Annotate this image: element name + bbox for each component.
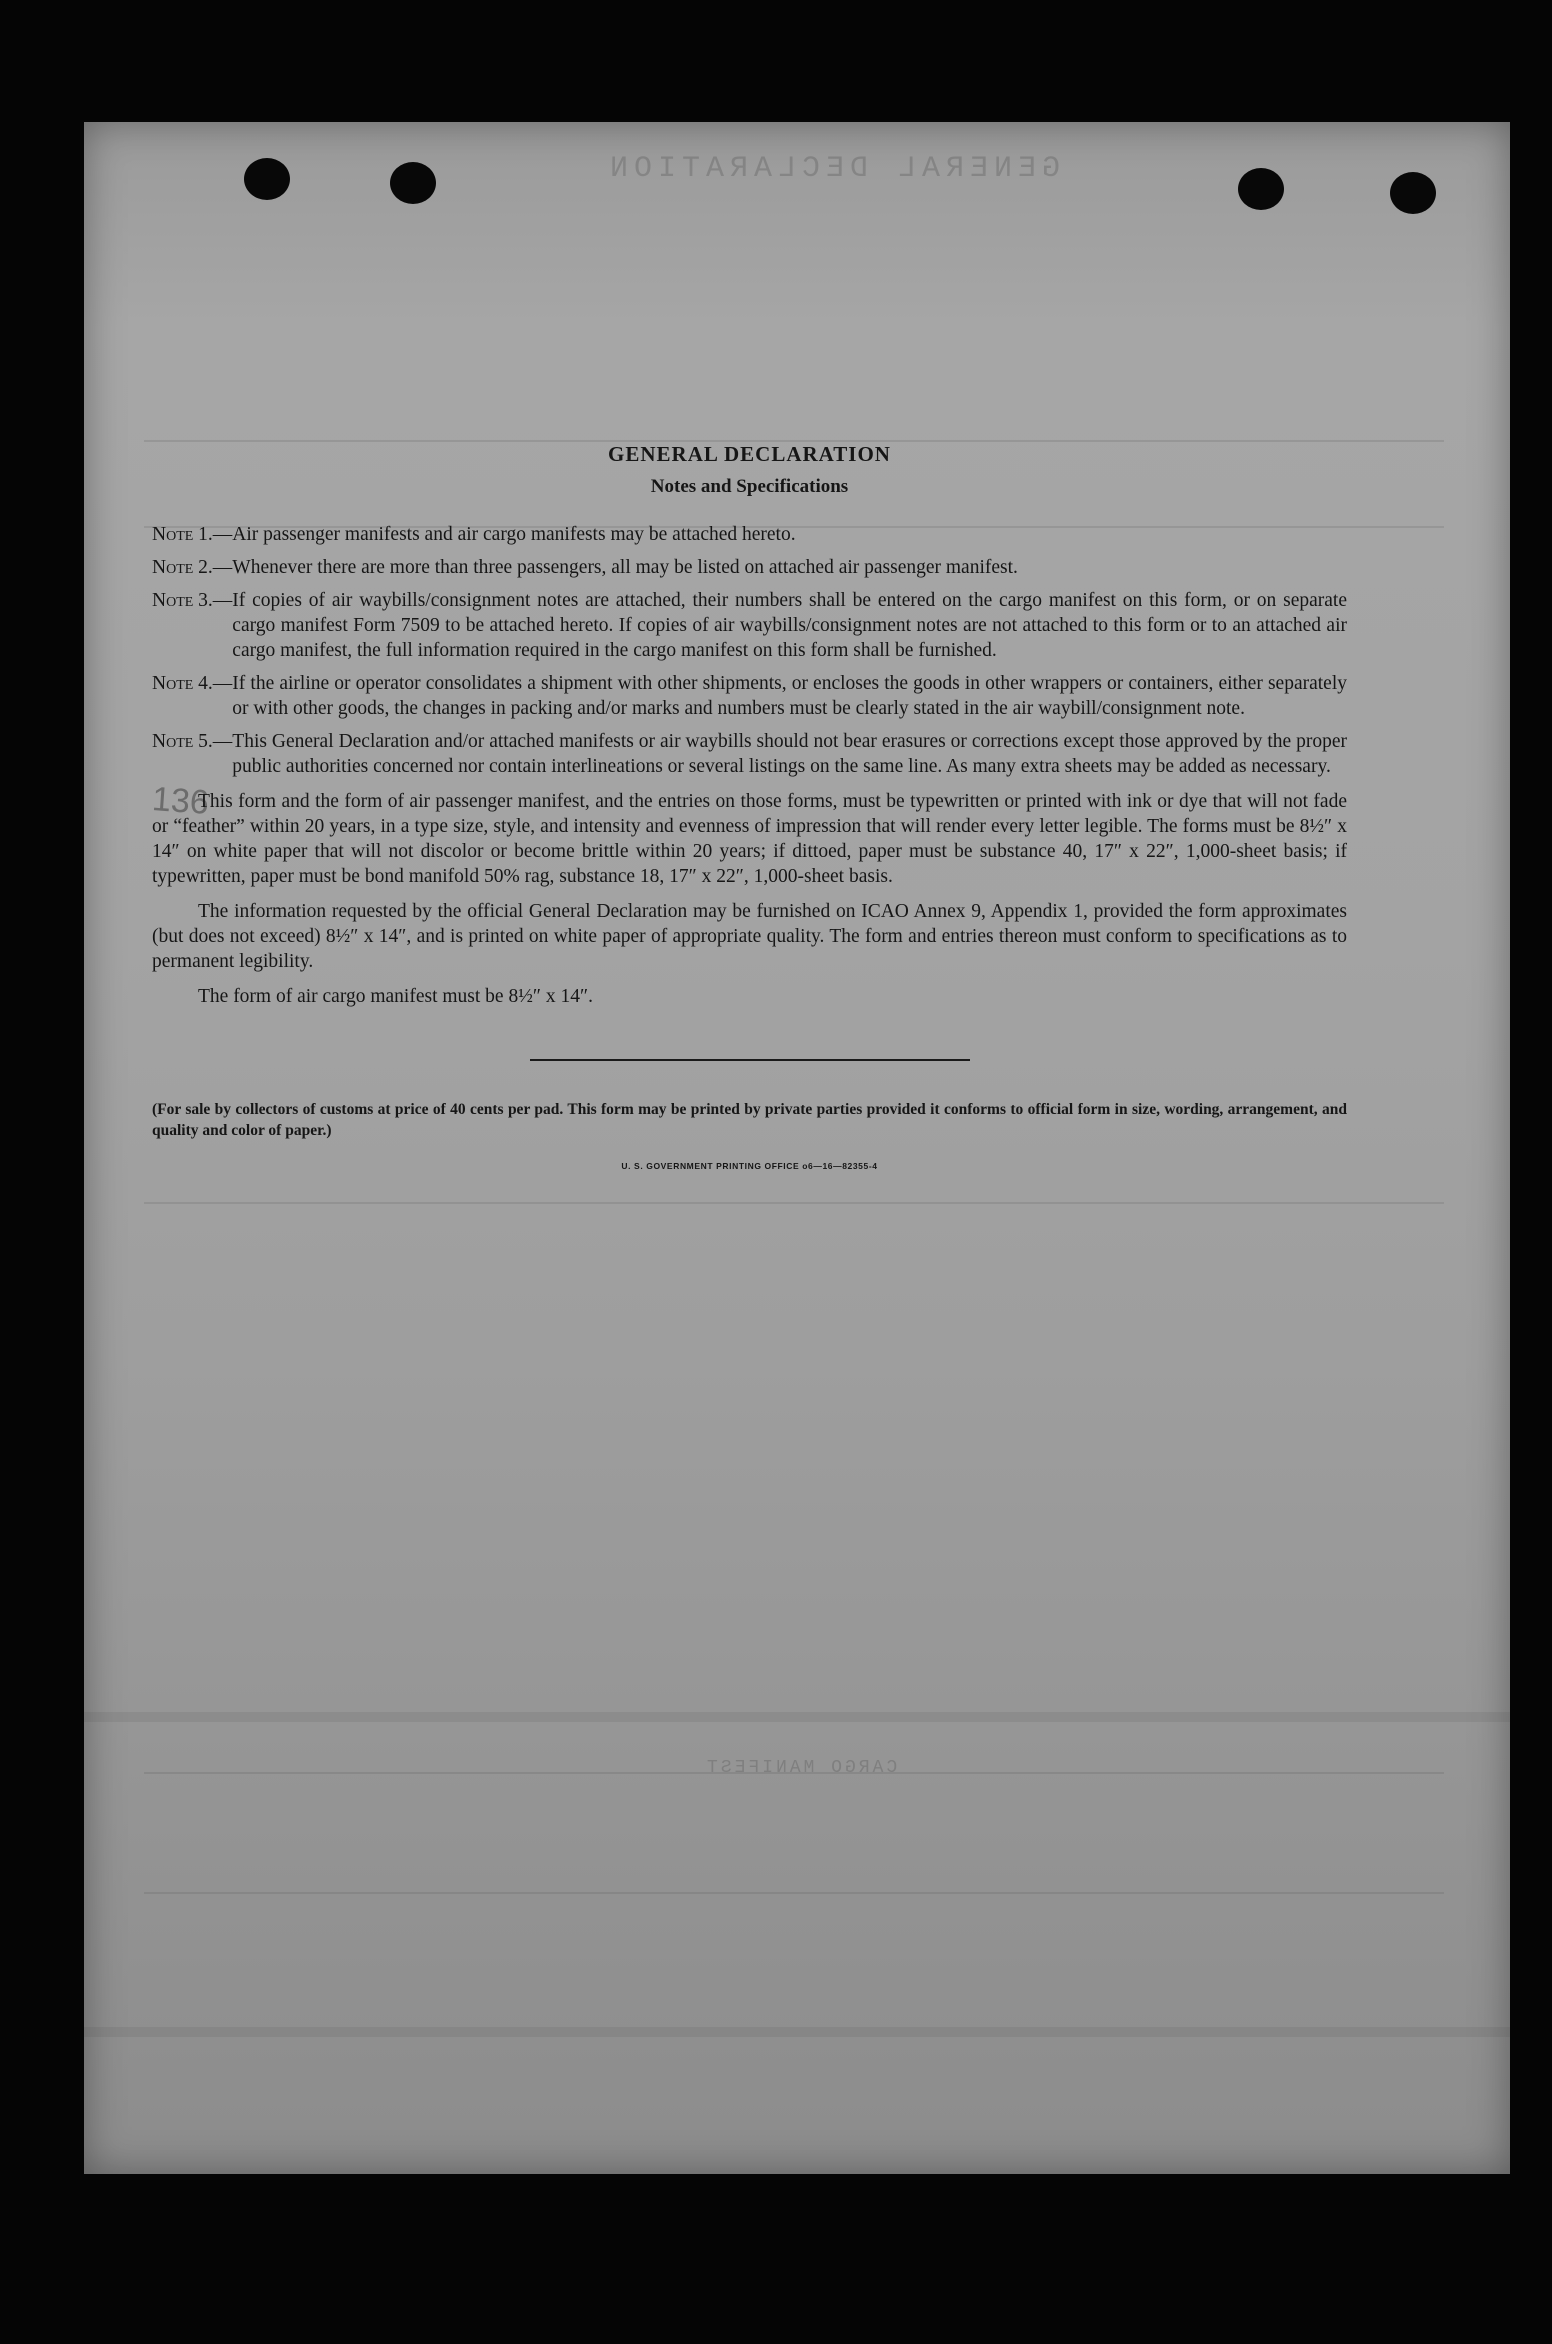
note-item bbox=[152, 522, 1347, 547]
showthrough-cargo-header: CARGO MANIFEST bbox=[704, 1758, 898, 1778]
note-text: This General Declaration and/or attached manifests or air waybills should not bear erasures or corrections except those approved by the proper public authorities concerned nor contain interlineations or several listings on the same line. As many extra sheets may be added as necessary. bbox=[232, 731, 1347, 777]
punch-hole bbox=[244, 158, 290, 200]
showthrough-line bbox=[144, 1892, 1444, 1894]
paragraph-specifications: This form and the form of air passenger manifest, and the entries on those forms, must be typewritten or printed with ink or dye that will not fade or “feather” within 20 years, in a type size, style, and intensity and evenness of impression that will render every letter legible. The forms must be 8½″ x 14″ on white paper that will not discolor or become brittle within 20 years; if dittoed, paper must be substance 40, 17″ x 22″, 1,000-sheet basis; if typewritten, paper must be bond manifold 50% rag, substance 18, 17″ x 22″, 1,000-sheet basis. bbox=[152, 791, 1347, 887]
note-item bbox=[152, 671, 1347, 721]
punch-hole bbox=[1390, 172, 1436, 214]
paragraph-cargo-size: The form of air cargo manifest must be 8½″ x 14″. bbox=[198, 986, 593, 1007]
note-text: Air passenger manifests and air cargo manifests may be attached hereto. bbox=[232, 524, 796, 545]
showthrough-line bbox=[144, 1772, 1444, 1774]
page-title: GENERAL DECLARATION bbox=[608, 442, 891, 466]
showthrough-band bbox=[84, 2027, 1510, 2037]
punch-hole bbox=[1238, 168, 1284, 210]
paragraph-icao: The information requested by the official General Declaration may be furnished on ICAO Annex 9, Appendix 1, provided the form approximates (but does not exceed) 8½″ x 14″, and is printed on white paper of appropriate quality. The form and entries thereon must conform to specifications as to permanent legibility. bbox=[152, 901, 1347, 972]
page-subtitle: Notes and Specifications bbox=[650, 476, 849, 497]
showthrough-header: GENERAL DECLARATION bbox=[604, 152, 1061, 186]
divider bbox=[530, 1059, 970, 1061]
punch-hole bbox=[390, 162, 436, 204]
showthrough-band bbox=[84, 1712, 1510, 1722]
handwritten-mark: 136 bbox=[150, 780, 211, 822]
note-text: If copies of air waybills/consignment notes are attached, their numbers shall be entered on the cargo manifest on this form, or on separate cargo manifest Form 7509 to be attached hereto. If copies of air waybills/consignment notes are not attached to this form or to an attached air cargo manifest, the full information required in the cargo manifest on this form shall be furnished. bbox=[232, 590, 1347, 661]
note-label: Note 1.— bbox=[152, 524, 233, 545]
note-text: If the airline or operator consolidates a shipment with other shipments, or encloses the goods in other wrappers or containers, either separately or with other goods, the changes in packing and/or marks and numbers must be clearly stated in the air waybill/consignment note. bbox=[232, 673, 1347, 719]
note-item bbox=[152, 588, 1347, 663]
showthrough-line bbox=[144, 1202, 1444, 1204]
printer-line: U. S. GOVERNMENT PRINTING OFFICE o6—16—82355-4 bbox=[621, 1161, 878, 1171]
note-label: Note 5.— bbox=[152, 731, 233, 752]
note-text: Whenever there are more than three passengers, all may be listed on attached air passenger manifest. bbox=[232, 557, 1018, 578]
sale-notice: (For sale by collectors of customs at price of 40 cents per pad. This form may be printed by private parties provided it conforms to official form in size, wording, arrangement, and quality and color of paper.) bbox=[152, 1101, 1347, 1139]
note-item bbox=[152, 555, 1347, 580]
note-label: Note 4.— bbox=[152, 673, 233, 694]
note-item bbox=[152, 729, 1347, 779]
note-label: Note 3.— bbox=[152, 590, 233, 611]
notes-content bbox=[152, 440, 1347, 1171]
note-label: Note 2.— bbox=[152, 557, 233, 578]
